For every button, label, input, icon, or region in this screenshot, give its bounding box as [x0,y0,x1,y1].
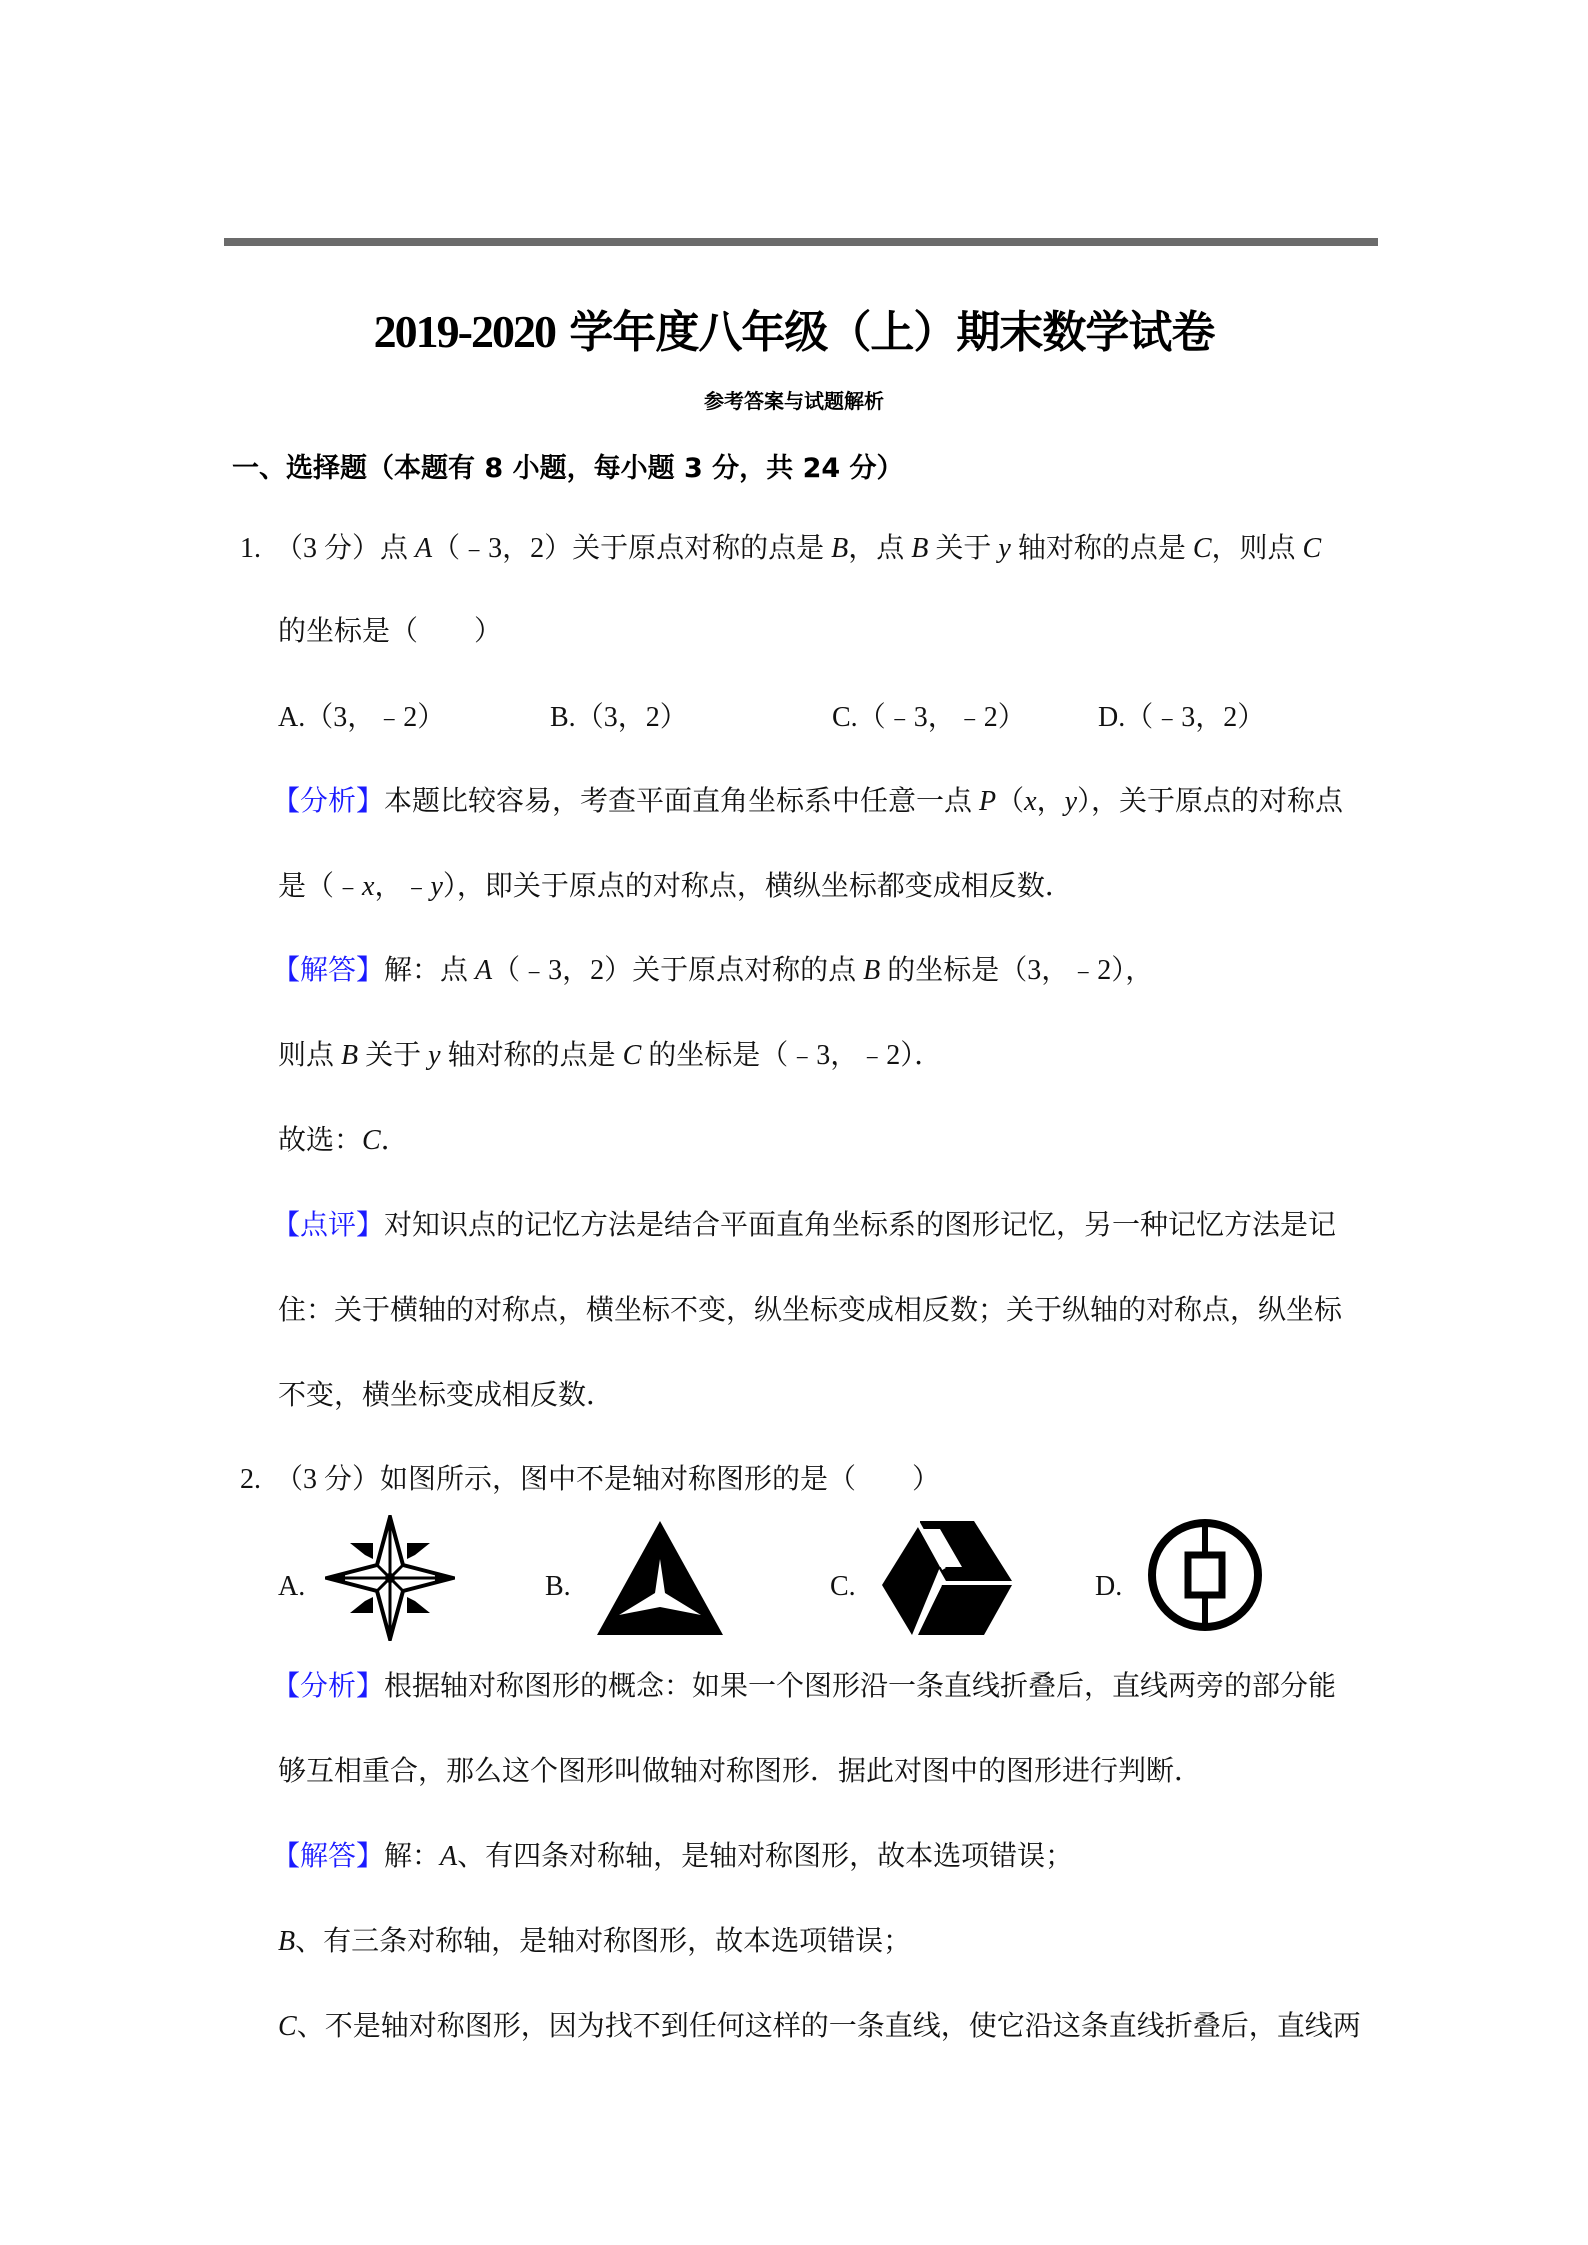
compass-star-icon[interactable] [325,1515,455,1646]
var-B: B [911,533,929,564]
answer-text: 解： [384,1841,441,1872]
q1-text: 轴对称的点是 [1010,533,1193,564]
page-subtitle: 参考答案与试题解析 [704,389,884,413]
q1-text: ，则点 [1211,533,1303,564]
analysis-tag: 【分析】 [272,1671,385,1702]
option-label: B. [550,702,576,733]
q1-option-a[interactable] [278,698,445,738]
page-title [0,302,1588,363]
var-y: y [430,871,443,902]
q2-analysis-line2: 够互相重合，那么这个图形叫做轴对称图形．据此对图中的图形进行判断． [278,1756,1203,1787]
analysis-tag: 【分析】 [272,786,385,817]
q1-comment-line2: 住：关于横轴的对称点，横坐标不变，纵坐标变成相反数；关于纵轴的对称点，纵坐标 [278,1295,1343,1326]
answer-text: 则点 [278,1040,342,1071]
q1-comment-line3: 不变，横坐标变成相反数． [278,1380,615,1411]
answer-text: 、不是轴对称图形，因为找不到任何这样的一条直线，使它沿这条直线折叠后，直线两 [296,2011,1361,2042]
header-rule [224,238,1378,246]
q2-figures [275,1515,1275,1645]
var-x: x [1024,786,1037,817]
var-C: C [1302,533,1322,564]
q2-number: 2. [240,1464,261,1495]
q1-analysis-line1 [272,782,1343,822]
option-text: （3，2） [575,702,688,733]
analysis-text: 根据轴对称图形的概念：如果一个图形沿一条直线折叠后，直线两旁的部分能 [384,1671,1337,1702]
q1-stem-line1 [240,529,1321,569]
option-text: （3，﹣2） [305,702,446,733]
option-label: A. [278,702,306,733]
option-label: C. [832,702,858,733]
q1-text: （3 分）点 [275,533,416,564]
analysis-text: ， [1036,786,1065,817]
var-A: A [440,1841,458,1872]
answer-text: （﹣3，2）关于原点对称的点 [492,955,864,986]
q1-option-c[interactable] [832,698,1026,738]
analysis-text: ，﹣ [374,871,431,902]
var-C: C [278,2011,297,2042]
option-label: D. [1098,702,1126,733]
analysis-text: ），即关于原点的对称点，横纵坐标都变成相反数． [442,871,1073,902]
var-x: x [362,871,375,902]
var-B: B [831,533,849,564]
answer-text: 、有四条对称轴，是轴对称图形，故本选项错误； [457,1841,1074,1872]
answer-text: 的坐标是（﹣3，﹣2）． [641,1040,943,1071]
answer-text: ． [380,1125,409,1156]
q2-answer-line2 [278,1922,911,1962]
analysis-text: （ [996,786,1025,817]
hexagon-pinwheel-icon[interactable] [880,1519,1014,1642]
var-y: y [1064,786,1078,817]
var-C: C [1192,533,1212,564]
q1-comment-line1 [272,1206,1336,1246]
answer-text: 、有三条对称轴，是轴对称图形，故本选项错误； [295,1926,912,1957]
var-C: C [622,1040,642,1071]
q1-option-b[interactable] [550,698,688,738]
triangle-tripod-icon[interactable] [595,1519,725,1642]
var-P: P [979,786,997,817]
answer-text: 关于 [358,1040,429,1071]
section-heading: 一、选择题（本题有 8 小题，每小题 3 分，共 24 分） [232,453,904,484]
q2-text: （3 分）如图所示，图中不是轴对称图形的是（ ） [275,1464,941,1495]
title-text: 学年度八年级（上）期末数学试卷 [555,307,1215,358]
q2-figure-c-label[interactable]: C. [830,1571,856,1602]
answer-text: 的坐标是（3，﹣2）， [880,955,1154,986]
q1-option-d[interactable] [1098,698,1265,738]
title-year: 2019-2020 [373,306,555,357]
q1-analysis-line2 [278,867,1073,907]
var-A: A [475,955,493,986]
var-B: B [341,1040,359,1071]
q1-stem-line2: 的坐标是（ ） [278,616,503,647]
answer-text: 轴对称的点是 [440,1040,623,1071]
q2-answer-line1 [272,1837,1073,1877]
q1-answer-line3 [278,1121,409,1161]
analysis-text: 是（﹣ [278,871,363,902]
q2-figure-a-label[interactable]: A. [278,1571,306,1602]
var-y: y [428,1040,441,1071]
var-C: C [362,1125,381,1156]
q1-text: ，点 [848,533,912,564]
circle-coin-icon[interactable] [1145,1517,1265,1638]
var-A: A [415,533,433,564]
q1-number: 1. [240,533,261,564]
answer-tag: 【解答】 [272,955,385,986]
var-y: y [998,533,1011,564]
var-B: B [863,955,881,986]
q1-text: 关于 [928,533,999,564]
q2-answer-line3 [278,2007,1361,2047]
analysis-text: ），关于原点的对称点 [1077,786,1344,817]
q2-stem [240,1460,940,1500]
var-B: B [278,1926,296,1957]
q2-figure-d-label[interactable]: D. [1095,1571,1123,1602]
answer-tag: 【解答】 [272,1841,385,1872]
answer-text: 故选： [278,1125,363,1156]
option-text: （﹣3，2） [1125,702,1266,733]
answer-text: 解：点 [384,955,476,986]
analysis-text: 本题比较容易，考查平面直角坐标系中任意一点 [384,786,980,817]
comment-text: 对知识点的记忆方法是结合平面直角坐标系的图形记忆，另一种记忆方法是记 [384,1210,1337,1241]
q2-analysis-line1 [272,1667,1336,1707]
q1-answer-line2 [278,1036,942,1076]
q2-figure-b-label[interactable]: B. [545,1571,571,1602]
option-text: （﹣3，﹣2） [857,702,1026,733]
q1-answer-line1 [272,951,1153,991]
comment-tag: 【点评】 [272,1210,385,1241]
q1-text: （﹣3，2）关于原点对称的点是 [432,533,832,564]
